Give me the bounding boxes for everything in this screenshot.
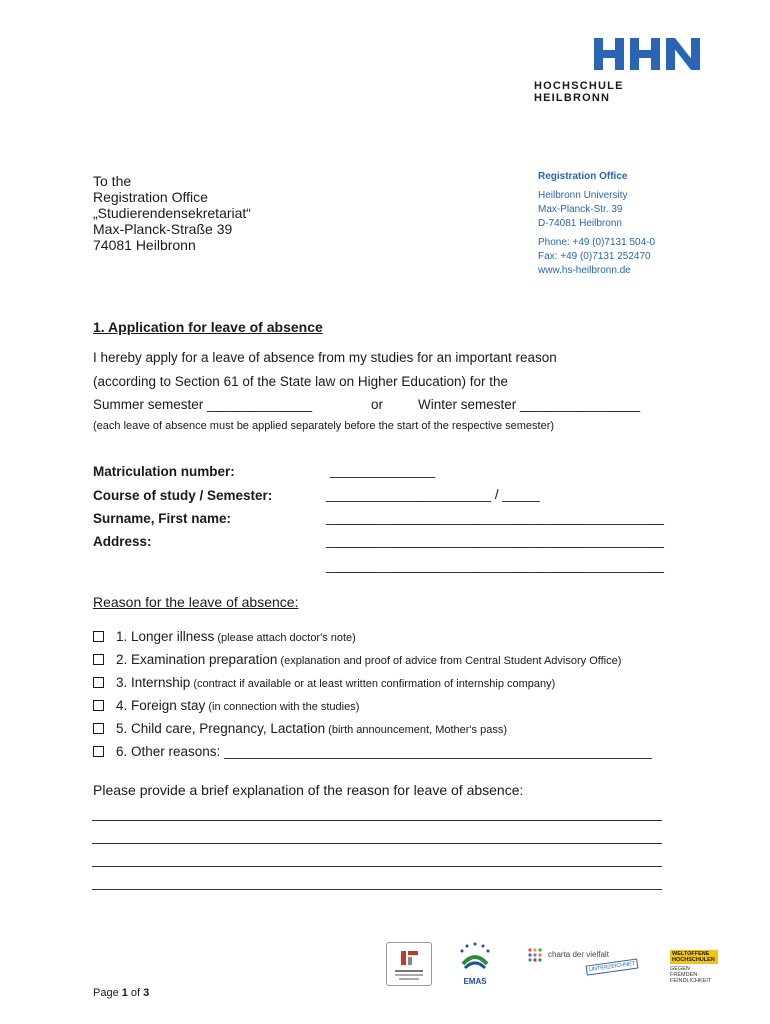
weltoffene-sub: GEGEN FREMDEN-FEINDLICHKEIT	[670, 966, 712, 984]
explanation-heading: Please provide a brief explanation of the reason for leave of absence:	[93, 782, 524, 798]
address-label: Address:	[93, 534, 152, 549]
page-current: 1	[121, 987, 128, 999]
checkbox[interactable]	[93, 677, 104, 688]
reason-option-exam[interactable]	[93, 652, 621, 667]
reason-label: 1. Longer illness	[116, 629, 215, 644]
sender-address-line: Max-Planck-Str. 39	[538, 204, 623, 215]
charta-stamp: UNTERZEICHNET	[586, 958, 639, 975]
address-field-2[interactable]: _____________________________________________	[326, 558, 664, 573]
explanation-line[interactable]	[92, 889, 662, 890]
logo-text: HOCHSCHULE HEILBRONN	[534, 80, 624, 104]
page-total: 3	[143, 987, 150, 999]
reason-note: (explanation and proof of advice from Central Student Advisory Office)	[277, 655, 622, 667]
application-text-line1: I hereby apply for a leave of absence from my studies for an important reason	[93, 350, 557, 365]
explanation-line[interactable]	[92, 843, 662, 844]
matriculation-field[interactable]: ______________	[330, 463, 436, 478]
reason-label: 4. Foreign stay	[116, 698, 206, 713]
reason-option-internship[interactable]	[93, 675, 555, 690]
reason-option-foreign-stay[interactable]	[93, 698, 359, 713]
semester-note: (each leave of absence must be applied separately before the start of the respective semester)	[93, 420, 555, 432]
reason-option-other[interactable]	[93, 744, 652, 759]
reason-note: (contract if available or at least written confirmation of internship company)	[190, 678, 556, 690]
sender-fax: Fax: +49 (0)7131 252470	[538, 251, 651, 262]
recipient-line: To the	[93, 173, 132, 189]
course-field[interactable]: ______________________ / _____	[326, 487, 540, 502]
recipient-line: „Studierendensekretariat“	[93, 205, 251, 221]
weltoffene-hochschulen-badge	[670, 950, 726, 984]
reason-heading: Reason for the leave of absence:	[93, 594, 299, 610]
checkbox[interactable]	[93, 723, 104, 734]
reason-label: 2. Examination preparation	[116, 652, 278, 667]
reason-option-illness[interactable]	[93, 629, 356, 644]
sender-phone: Phone: +49 (0)7131 504-0	[538, 237, 656, 248]
recipient-line: Registration Office	[93, 189, 208, 205]
address-field-1[interactable]: _____________________________________________	[326, 533, 664, 548]
charta-der-vielfalt-badge	[528, 946, 643, 976]
emas-badge	[455, 938, 495, 990]
reason-label: 5. Child care, Pregnancy, Lactation	[116, 721, 326, 736]
checkbox[interactable]	[93, 631, 104, 642]
application-text-line2: (according to Section 61 of the State law on Higher Education) for the	[93, 374, 508, 389]
course-label: Course of study / Semester:	[93, 488, 273, 503]
reason-note: (in connection with the studies)	[205, 701, 360, 713]
or-text: or	[371, 397, 384, 412]
sender-website: www.hs-heilbronn.de	[538, 265, 631, 276]
explanation-line[interactable]	[92, 866, 662, 867]
checkbox[interactable]	[93, 746, 104, 757]
name-field[interactable]: _____________________________________________	[326, 510, 664, 525]
page-of: of	[127, 987, 144, 999]
explanation-line[interactable]	[92, 820, 662, 821]
page-indicator	[93, 987, 149, 999]
reason-option-childcare[interactable]	[93, 721, 507, 736]
reason-label: 6. Other reasons: _________________________________________________________	[116, 744, 653, 759]
sender-address-line: D-74081 Heilbronn	[538, 218, 622, 229]
matriculation-label: Matriculation number:	[93, 464, 235, 479]
recipient-line: Max-Planck-Straße 39	[93, 221, 233, 237]
university-logo	[534, 38, 702, 104]
reason-label: 3. Internship	[116, 675, 191, 690]
sender-title: Registration Office	[538, 171, 628, 182]
weltoffene-label: WELTOFFENE HOCHSCHULEN	[670, 950, 718, 964]
hhn-logo-mark	[594, 38, 702, 70]
career-audit-badge	[386, 942, 432, 986]
charta-label: charta der vielfalt	[548, 950, 609, 959]
winter-semester-field[interactable]: Winter semester ________________	[418, 397, 641, 412]
sender-address-line: Heilbronn University	[538, 190, 628, 201]
checkbox[interactable]	[93, 654, 104, 665]
emas-label: EMAS	[463, 977, 487, 986]
reason-note: (birth announcement, Mother's pass)	[325, 724, 507, 736]
sender-block	[538, 170, 655, 278]
section-title: 1. Application for leave of absence	[93, 319, 323, 335]
name-label: Surname, First name:	[93, 511, 232, 526]
summer-semester-field[interactable]: Summer semester ______________	[93, 397, 313, 412]
recipient-address	[93, 173, 251, 253]
reason-note: (please attach doctor's note)	[214, 632, 356, 644]
page-prefix: Page	[93, 987, 122, 999]
checkbox[interactable]	[93, 700, 104, 711]
recipient-line: 74081 Heilbronn	[93, 237, 196, 253]
